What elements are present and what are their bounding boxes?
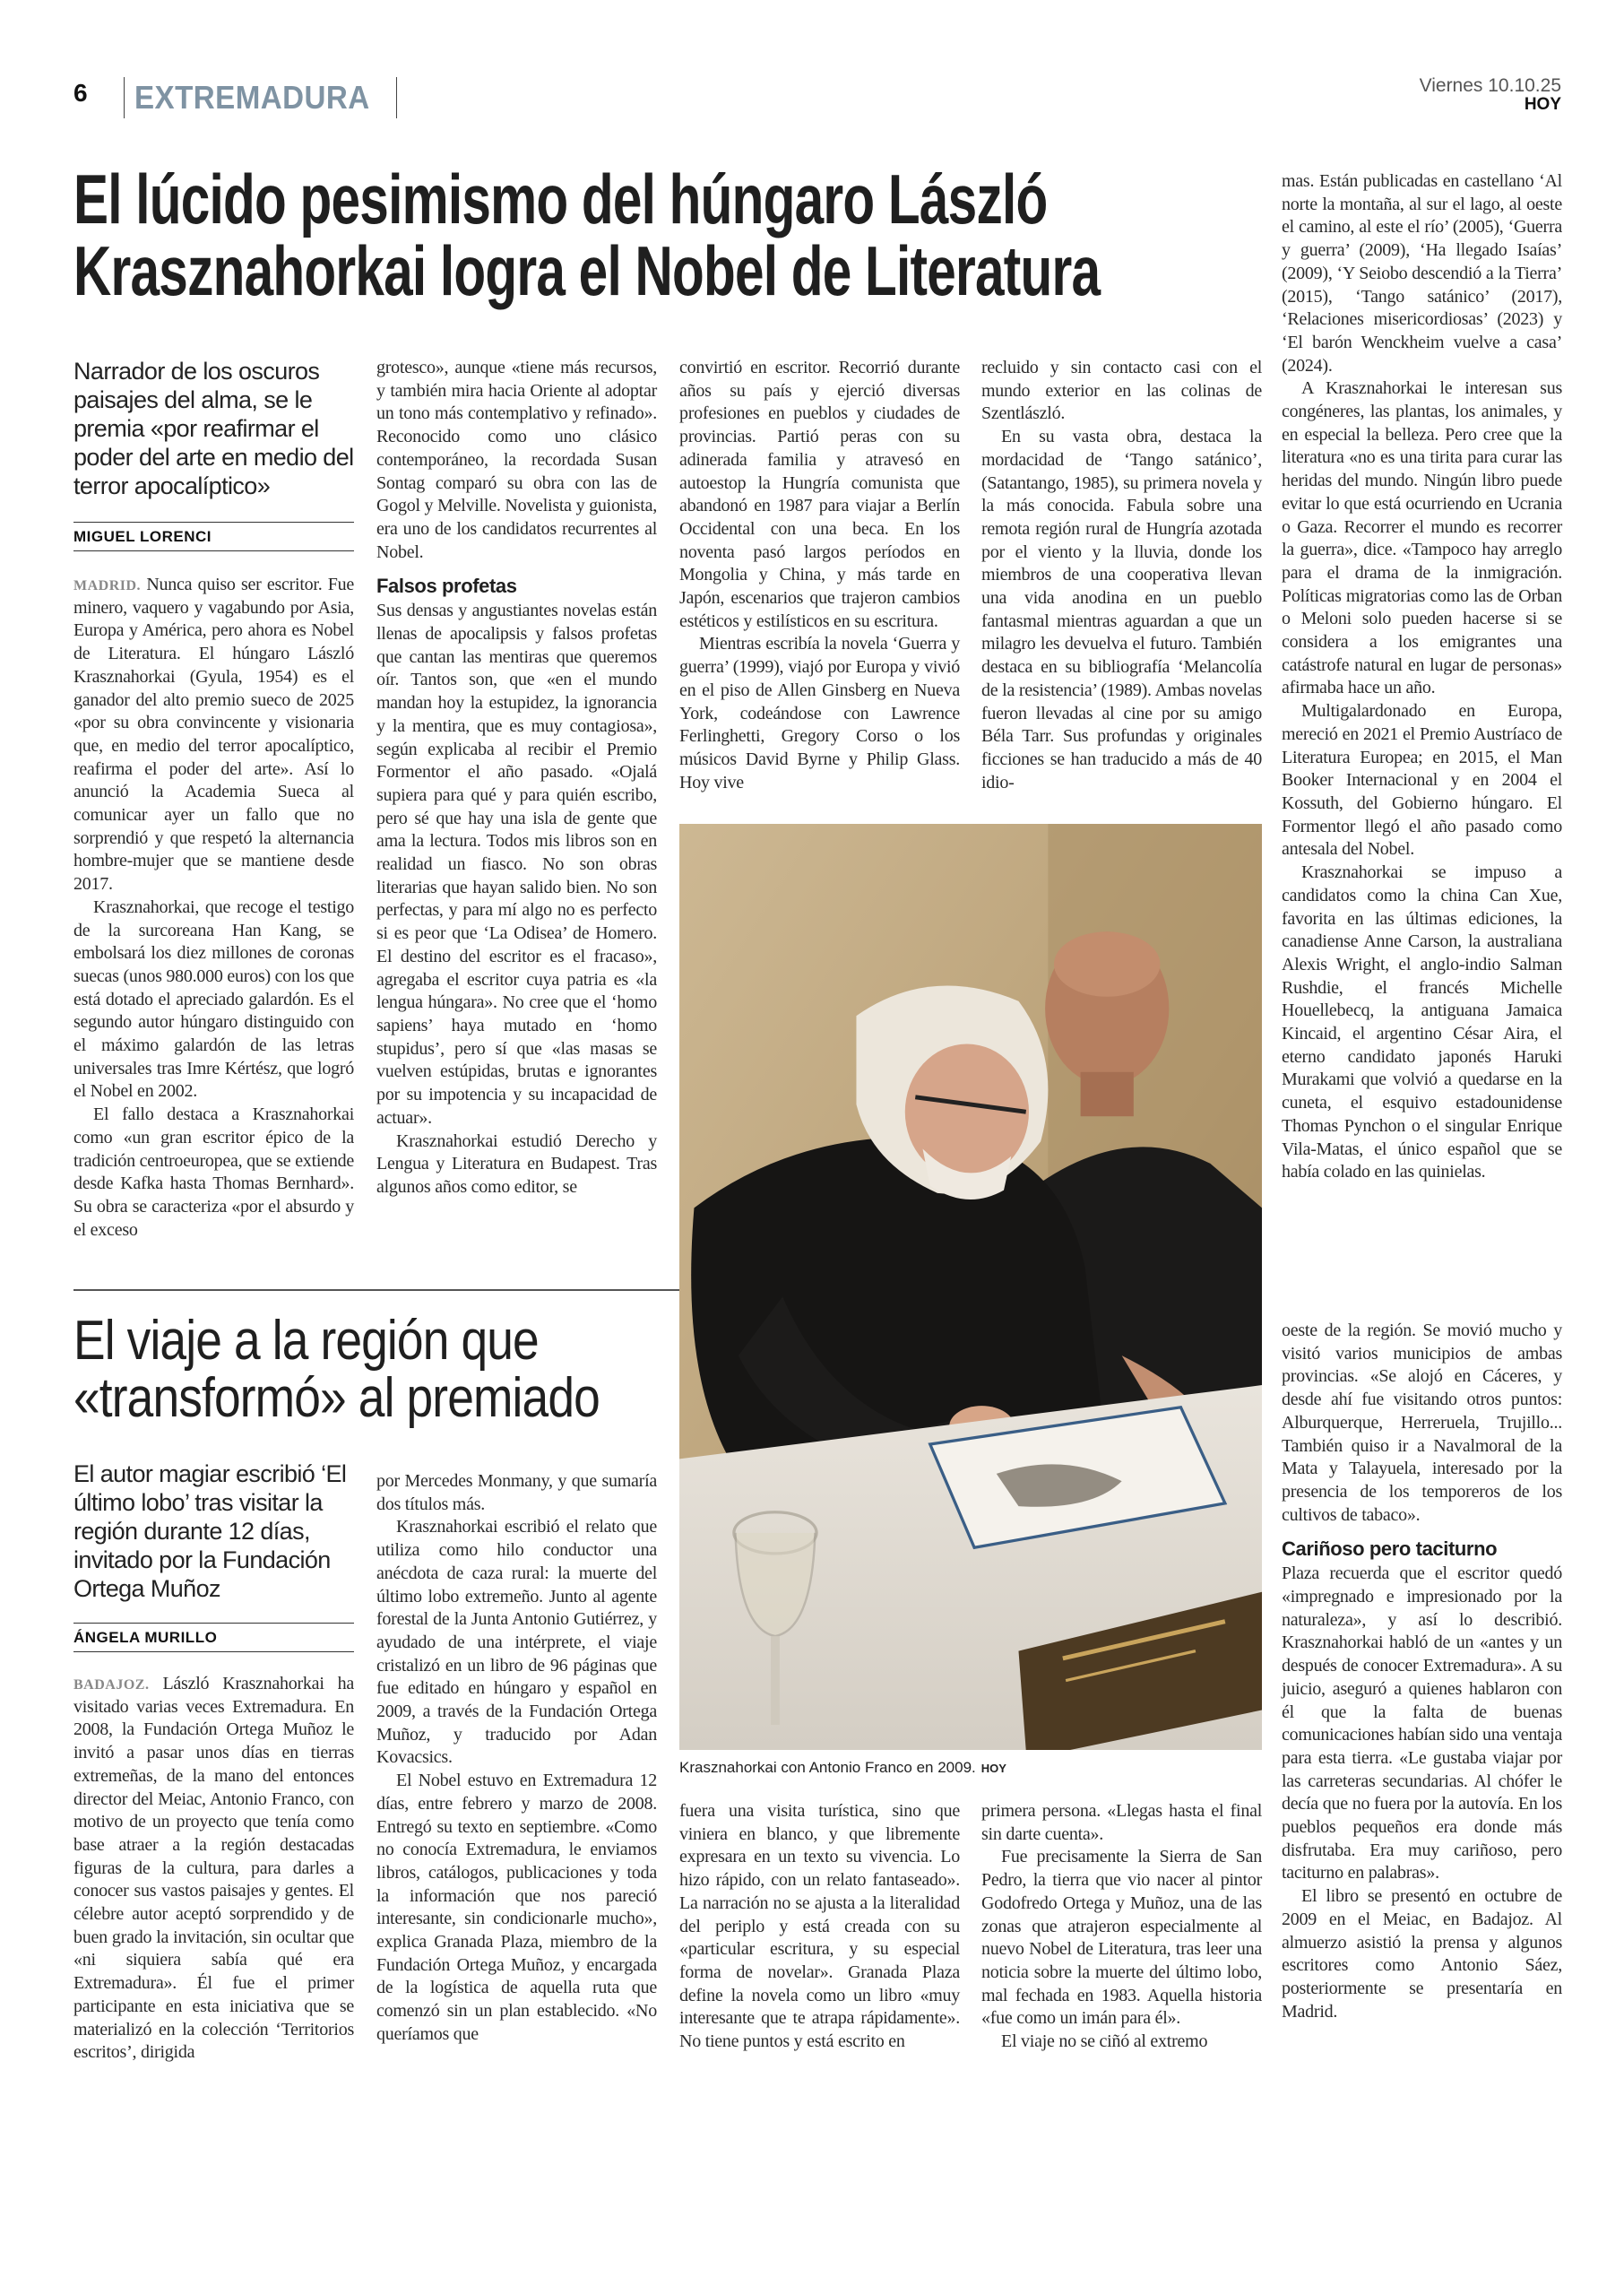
dateline: MADRID.	[73, 578, 142, 593]
paragraph: El Nobel estuvo en Extremadura 12 días, entre febrero y marzo de 2008. Entregó su texto en septiembre. «Como no conocía Extremadura, le enviamos libros, catálogos, publicaciones y toda la información que nos pareció interesante, sin condicionarle mucho», explica Granada Plaza, miembro de la Fundación Ortega Muñoz, y encargada de la logística de aquella ruta que comenzó sin un plan establecido. «No queríamos que	[376, 1771, 657, 2044]
article-column	[1282, 1320, 1562, 2023]
article-column	[981, 1800, 1262, 2054]
page-number: 6	[73, 79, 88, 107]
article-column	[679, 357, 960, 794]
subheading: Cariñoso pero taciturno	[1282, 1537, 1498, 1561]
article-column	[981, 357, 1262, 794]
paragraph: MADRID. Nunca quiso ser escritor. Fue minero, vaquero y vagabundo por Asia, Europa y América, pero ahora es Nobel de Literatura. El húngaro László Krasznahorkai (Gyula, 1954) es el ganador del alto premio sueco de 2025 «por su obra convincente y visionaria que, en medio del terror apocalíptico, reafirma el poder del arte». Así lo anunció la Academia Sueca al comunicar ayer un fallo que no sorprendió y que respetó la alternancia hombre-mujer que se mantiene desde 2017.	[73, 575, 354, 895]
headline-line: «transformó» al premiado	[73, 1367, 600, 1429]
issue-date: Viernes 10.10.25	[1419, 75, 1561, 96]
paragraph: convirtió en escritor. Recorrió durante años su país y ejerció diversas profesiones en pueblos y ciudades de provincias. Partió peras con su adinerada familia y atravesó en autoestop la Hungría comunista que abandonó en 1987 para viajar a Berlín Occidental con una beca. En los noventa pasó largos períodos en Mongolia y China, y más tarde en Japón, escenarios que trajeron cambios estéticos y estilísticos en su escritura.	[679, 358, 960, 631]
paragraph: por Mercedes Monmany, y que sumaría dos títulos más.	[376, 1471, 657, 1514]
article-deck: El autor magiar escribió ‘El último lobo’ tras visitar la región durante 12 días, invitado por la Fundación Ortega Muñoz	[73, 1460, 347, 1602]
paragraph: A Krasznahorkai le interesan sus congéneres, las plantas, los animales, y en especial la belleza. Pero cree que la literatura «no es una tirita para curar las heridas del mundo. Ningún libro puede evitar lo que está ocurriendo en Ucrania o Gaza. Recorrer el mundo es recorrer la guerra», dice. «Tampoco hay arreglo para el drama de la inmigración. Políticas migratorias como las de Orban o Meloni solo pueden hacerse si se considera a los emigrantes una catástrofe natural en lugar de personas» afirmaba hace un año.	[1282, 378, 1562, 698]
headline-line: El viaje a la región que	[73, 1310, 539, 1372]
paragraph: Fue precisamente la Sierra de San Pedro, la tierra que vio nacer al pintor Godofredo Ortega y Muñoz, una de las zonas que atrajeron especialmente al nuevo Nobel de Literatura, tras leer una noticia sobre la muerte del último lobo, mal fechada en 1983. Aquella historia «fue como un imán para él».	[981, 1847, 1262, 2029]
paragraph: primera persona. «Llegas hasta el final sin darte cuenta».	[981, 1801, 1262, 1844]
paragraph: Krasznahorkai escribió el relato que utiliza como hilo conductor una anécdota de caza rural: la muerte del último lobo extremeño. Junto al agente forestal de la Junta Antonio Gutiérrez, y ayudado de una intérprete, el viaje cristalizó en un libro de 96 páginas que fue editado en húngaro y español en 2009, a través de la Fundación Ortega Muñoz, y traducido por Adan Kovacsics.	[376, 1517, 657, 1768]
photo-caption: Krasznahorkai con Antonio Franco en 2009. HOY	[679, 1759, 1006, 1776]
photo-image	[679, 824, 1262, 1750]
subheading: Falsos profetas	[376, 575, 517, 598]
article-column	[376, 1470, 657, 2047]
paragraph: mas. Están publicadas en castellano ‘Al norte la montaña, al sur el lago, al oeste el camino, al este el río’ (2005), ‘Guerra y guerra’ (2009), ‘Ha llegado Isaías’ (2009), ‘Y Seiobo descendió a la Tierra’ (2015), ‘Tango satánico’ (2017), ‘Relaciones misericordiosas’ (2023) y ‘El barón Wenckheim vuelve a casa’ (2024).	[1282, 171, 1562, 376]
paragraph: Krasznahorkai se impuso a candidatos como la china Can Xue, favorita en las últimas ediciones, la canadiense Anne Carson, la australiana Alexis Wright, el anglo-indio Salman Rushdie, el francés Michelle Houellebecq, la antiguana Jamaica Kincaid, el argentino César Aira, el eterno candidato japonés Haruki Murakami que volvió a quedarse en la cuneta, el esquivo estadounidense Thomas Pynchon o el singular Enrique Vila-Matas, el único español que se había colado en las quinielas.	[1282, 862, 1562, 1182]
paragraph: BADAJOZ. László Krasznahorkai ha visitado varias veces Extremadura. En 2008, la Fundación Ortega Muñoz le invitó a pasar unos días en tierras extremeñas, de la mano del entonces director del Meiac, Antonio Franco, con motivo de un proyecto que tenía como base atraer a la región destacadas figuras de la cultura, para darles a conocer sus vastos paisajes y gentes. El célebre autor aceptó sorprendido y de buen grado la invitación, sin ocultar que «ni siquiera sabía qué era Extremadura». Él fue el primer participante en esta iniciativa que se materializó en la colección ‘Territorios escritos’, dirigida	[73, 1674, 354, 2063]
photo-credit: HOY	[980, 1762, 1006, 1775]
article-column	[73, 574, 354, 1242]
paragraph: Sus densas y angustiantes novelas están llenas de apocalipsis y falsos profetas que cantan las mentiras que queremos oír. Tantos son, que «en el mundo mandan hoy la estupidez, la ignorancia y la mentira, que es muy contagiosa», según explicaba al recibir el Premio Formentor el año pasado. «Ojalá supiera para qué y para quién escribo, pero sé que hay una isla de gente que ama la lectura. Todos mis libros son en realidad un fiasco. No son obras literarias que hayan salido bien. No son perfectas, y para mí algo no es perfecto si es peor que ‘La Odisea’ de Homero. El destino del escritor es el fracaso», agregaba el escritor cuya patria es «la lengua húngara». No cree que el ‘homo sapiens’ haya mutado en ‘homo stupidus’, pero sí que «las masas se vuelven estúpidas, brutas e ignorantes por su impotencia y su incapacidad de actuar».	[376, 601, 657, 1128]
paragraph: fuera una visita turística, sino que viniera en blanco, y que libremente expresara en un texto su vivencia. Lo hizo rápido, con un relato fantaseado». La narración no se ajusta a la literalidad del periplo y está creada con su «particular escritura, y su especial forma de novelar». Granada Plaza define la novela como un libro «muy interesante que te atrapa rápidamente». No tiene puntos y está escrito en	[679, 1801, 960, 2052]
paragraph: Krasznahorkai, que recoge el testigo de la surcoreana Han Kang, se embolsará los diez millones de coronas suecas (unos 980.000 euros) con los que está dotado el apreciado galardón. Es el segundo autor húngaro distinguido con el máximo galardón de las letras universales tras Imre Kértész, que logró el Nobel en 2002.	[73, 896, 354, 1102]
photo-krasznahorkai-franco	[679, 824, 1262, 1750]
paragraph: Multigalardonado en Europa, mereció en 2021 el Premio Austríaco de Literatura Europea; en 2015, el Man Booker Internacional y en 2004 el Kossuth, del Gobierno húngaro. El Formentor llegó el año pasado como antesala del Nobel.	[1282, 701, 1562, 860]
headline-line: El lúcido pesimismo del húngaro László	[73, 160, 1048, 238]
paragraph: Mientras escribía la novela ‘Guerra y guerra’ (1999), viajó por Europa y vivió en el piso de Allen Ginsberg en Nueva York, codeándose con Lawrence Ferlinghetti, Gregory Corso o los músicos David Byrne y Philip Glass. Hoy vive	[679, 634, 960, 792]
paragraph: El viaje no se ciñó al extremo	[1001, 2031, 1208, 2052]
paragraph: recluido y sin contacto casi con el mundo exterior en las colinas de Szentlászló.	[981, 358, 1262, 424]
paragraph: oeste de la región. Se movió mucho y visitó varios municipios de ambas provincias. «Se alojó en Cáceres, y desde ahí fue visitando otros puntos: Alburquerque, Herreruela, Trujillo... También quiso ir a Navalmoral de la Mata y Talayuela, interesado por la presencia de los temporeros de los cultivos de tabaco».	[1282, 1321, 1562, 1525]
article-column	[73, 1673, 354, 2065]
newspaper-name: HOY	[1524, 95, 1561, 114]
paragraph: grotesco», aunque «tiene más recursos, y también mira hacia Oriente al adoptar un tono más contemplativo y refinado». Reconocido como uno clásico contemporáneo, la recordada Susan Sontag comparó su obra con las de Gogol y Melville. Novelista y guionista, era uno de los candidatos recurrentes al Nobel.	[376, 358, 657, 562]
section-label: EXTREMADURA	[134, 79, 370, 116]
paragraph: En su vasta obra, destaca la mordacidad de ‘Tango satánico’, (Satantango, 1985), su primera novela y la más conocida. Fabula sobre una remota región rural de Hungría azotada por el viento y la lluvia, donde los miembros de una cooperativa llevan una vida anodina en un pueblo fantasmal mientras aguardan a que un milagro les devuelva el futuro. También destaca en su bibliografía ‘Melancolía de la resistencia’ (1989). Ambas novelas fueron llevadas al cine por su amigo Béla Tarr. Sus profundas y originales ficciones se han traducido a más de 40 idio-	[981, 427, 1262, 792]
article-column	[1282, 170, 1562, 1184]
paragraph: Plaza recuerda que el escritor quedó «impregnado e impresionado por la naturaleza», y así lo describió. Krasznahorkai habló de un «antes y un después de conocer Extremadura». A su juicio, aseguró a quienes hablaron con él que la falta de buenas comunicaciones habían sido una ventaja para esta tierra. «Le gustaba viajar por las carreteras secundarias. Al chófer le decía que no fuera por la autovía. En los pueblos pequeños era donde más disfrutaba. Era muy cariñoso, pero taciturno en palabras».	[1282, 1563, 1562, 1884]
dateline: BADAJOZ.	[73, 1677, 150, 1693]
article-column	[679, 1800, 960, 2054]
header-divider	[124, 77, 125, 118]
article-deck: Narrador de los oscuros paisajes del alma, se le premia «por reafirmar el poder del arte en medio del terror apocalíptico»	[73, 358, 354, 499]
paragraph: El libro se presentó en octubre de 2009 en el Meiac, en Badajoz. Al almuerzo asistió la prensa y algunos escritores como Antonio Sáez, posteriormente se presentaría en Madrid.	[1282, 1886, 1562, 2022]
header-divider	[396, 77, 397, 118]
article-column	[376, 357, 657, 1199]
headline-line: Krasznahorkai logra el Nobel de Literatura	[73, 231, 1101, 310]
byline: MIGUEL LORENCI	[73, 522, 354, 551]
byline: ÁNGELA MURILLO	[73, 1623, 354, 1652]
paragraph: El fallo destaca a Krasznahorkai como «un gran escritor épico de la tradición centroeuropea, que se extiende desde Kafka hasta Thomas Bernhard». Su obra se caracteriza «por el absurdo y el exceso	[73, 1104, 354, 1240]
paragraph: Krasznahorkai estudió Derecho y Lengua y Literatura en Budapest. Tras algunos años como editor, se	[376, 1130, 657, 1197]
